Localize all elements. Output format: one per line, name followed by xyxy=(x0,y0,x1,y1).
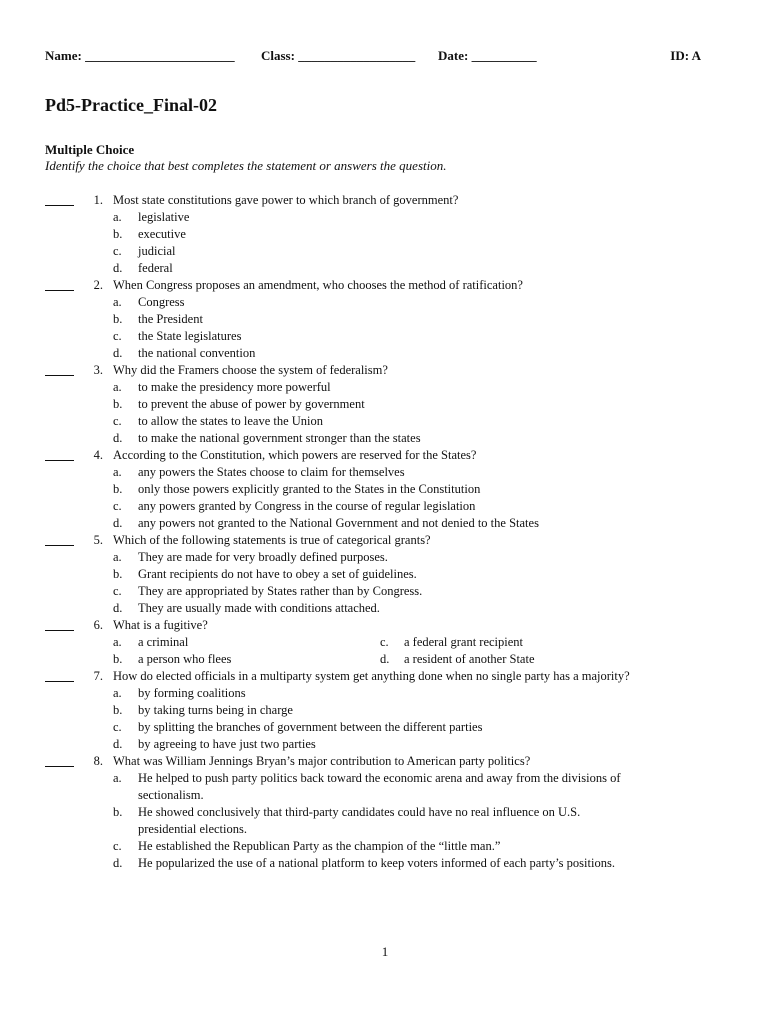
option-letter: d. xyxy=(113,737,123,751)
option xyxy=(45,294,725,311)
option-text: a federal grant recipient xyxy=(404,635,524,649)
option xyxy=(45,770,725,804)
option xyxy=(45,345,725,362)
question-item xyxy=(45,668,725,753)
option-letter: b. xyxy=(113,227,123,241)
option xyxy=(45,736,725,753)
option-text: any powers granted by Congress in the course of regular legislation xyxy=(138,499,476,513)
option xyxy=(45,855,725,872)
option xyxy=(45,549,725,566)
option-letter: b. xyxy=(113,805,123,819)
question-item xyxy=(45,192,725,277)
option xyxy=(45,209,725,226)
answer-blank[interactable] xyxy=(45,753,74,767)
page-number: 1 xyxy=(381,944,389,959)
option-text: by taking turns being in charge xyxy=(138,703,293,717)
option-text: any powers the States choose to claim for themselves xyxy=(138,465,405,479)
question-item xyxy=(45,617,725,668)
option-letter: c. xyxy=(113,720,122,734)
section-heading: Multiple Choice xyxy=(45,142,135,157)
option-letter: c. xyxy=(113,244,122,258)
question-text: According to the Constitution, which powers are reserved for the States? xyxy=(113,448,477,462)
option-text: He helped to push party politics back toward the economic arena and away from the divisions of sectionalism. xyxy=(138,771,621,802)
option-text: Congress xyxy=(138,295,185,309)
question-text: Why did the Framers choose the system of federalism? xyxy=(113,363,388,377)
option xyxy=(45,481,725,498)
option-text: They are made for very broadly defined purposes. xyxy=(138,550,388,564)
question-number: 6. xyxy=(93,618,103,632)
option-text: a person who flees xyxy=(138,652,232,666)
option xyxy=(45,328,725,345)
question-line xyxy=(45,753,725,770)
option-row xyxy=(45,651,725,668)
question-number: 2. xyxy=(93,278,103,292)
question-number: 1. xyxy=(93,193,103,207)
option-text: only those powers explicitly granted to the States in the Constitution xyxy=(138,482,481,496)
option-text: a resident of another State xyxy=(404,652,535,666)
option-letter: a. xyxy=(113,465,122,479)
option-letter: c. xyxy=(113,499,122,513)
answer-blank[interactable] xyxy=(45,617,74,631)
option-letter: b. xyxy=(113,652,123,666)
question-number: 4. xyxy=(93,448,103,462)
option-text: the national convention xyxy=(138,346,256,360)
option-text: to allow the states to leave the Union xyxy=(138,414,324,428)
option-text: legislative xyxy=(138,210,190,224)
option xyxy=(45,396,725,413)
question-list xyxy=(45,192,725,872)
question-item xyxy=(45,277,725,362)
option-text: by forming coalitions xyxy=(138,686,246,700)
question-text: Which of the following statements is true of categorical grants? xyxy=(113,533,431,547)
option-letter: b. xyxy=(113,567,123,581)
option xyxy=(45,226,725,243)
question-number: 8. xyxy=(93,754,103,768)
header-row xyxy=(45,48,701,66)
answer-blank[interactable] xyxy=(45,362,74,376)
option xyxy=(45,719,725,736)
question-line xyxy=(45,447,725,464)
option-text: to make the presidency more powerful xyxy=(138,380,331,394)
name-field-label: Name: _______________________ xyxy=(45,48,235,63)
option-text: by splitting the branches of government between the different parties xyxy=(138,720,483,734)
option-text: the President xyxy=(138,312,203,326)
option-letter: c. xyxy=(113,414,122,428)
option-letter: c. xyxy=(113,584,122,598)
answer-blank[interactable] xyxy=(45,668,74,682)
question-line xyxy=(45,668,725,685)
option-text: executive xyxy=(138,227,186,241)
option xyxy=(45,804,725,838)
option-letter: a. xyxy=(113,686,122,700)
question-text: What is a fugitive? xyxy=(113,618,208,632)
question-number: 7. xyxy=(93,669,103,683)
question-number: 5. xyxy=(93,533,103,547)
id-label: ID: A xyxy=(670,48,701,63)
option xyxy=(45,413,725,430)
option-letter: d. xyxy=(380,652,390,666)
option-letter: a. xyxy=(113,550,122,564)
option-text: Grant recipients do not have to obey a set of guidelines. xyxy=(138,567,417,581)
option-letter: d. xyxy=(113,601,123,615)
option-text: They are usually made with conditions attached. xyxy=(138,601,380,615)
option xyxy=(45,430,725,447)
option-letter: b. xyxy=(113,397,123,411)
option xyxy=(45,515,725,532)
option-text: He established the Republican Party as the champion of the “little man.” xyxy=(138,839,501,853)
option-letter: c. xyxy=(380,635,389,649)
question-line xyxy=(45,192,725,209)
option-letter: a. xyxy=(113,380,122,394)
answer-blank[interactable] xyxy=(45,277,74,291)
question-text: Most state constitutions gave power to which branch of government? xyxy=(113,193,459,207)
option-letter: a. xyxy=(113,295,122,309)
question-line xyxy=(45,362,725,379)
option-text: He popularized the use of a national platform to keep voters informed of each party’s positions. xyxy=(138,856,615,870)
option-letter: d. xyxy=(113,856,123,870)
question-line xyxy=(45,532,725,549)
option-letter: b. xyxy=(113,482,123,496)
question-line xyxy=(45,617,725,634)
option xyxy=(45,685,725,702)
question-item xyxy=(45,447,725,532)
option-letter: a. xyxy=(113,210,122,224)
option xyxy=(45,379,725,396)
option xyxy=(45,583,725,600)
answer-blank[interactable] xyxy=(45,447,74,461)
option-text: to make the national government stronger than the states xyxy=(138,431,421,445)
option-text: to prevent the abuse of power by government xyxy=(138,397,365,411)
question-item xyxy=(45,753,725,872)
option-letter: c. xyxy=(113,839,122,853)
option-letter: d. xyxy=(113,261,123,275)
question-item xyxy=(45,362,725,447)
option-letter: b. xyxy=(113,312,123,326)
option-text: by agreeing to have just two parties xyxy=(138,737,316,751)
option-text: federal xyxy=(138,261,173,275)
question-number: 3. xyxy=(93,363,103,377)
class-field-label: Class: __________________ xyxy=(261,48,416,63)
option xyxy=(45,311,725,328)
option xyxy=(45,498,725,515)
answer-blank[interactable] xyxy=(45,532,74,546)
option xyxy=(45,260,725,277)
option-text: They are appropriated by States rather than by Congress. xyxy=(138,584,423,598)
instructions: Identify the choice that best completes the statement or answers the question. xyxy=(45,158,447,173)
option xyxy=(45,243,725,260)
option-letter: c. xyxy=(113,329,122,343)
option xyxy=(45,600,725,617)
option xyxy=(45,838,725,855)
option-letter: d. xyxy=(113,431,123,445)
option-text: a criminal xyxy=(138,635,189,649)
option-letter: a. xyxy=(113,771,122,785)
option-text: the State legislatures xyxy=(138,329,242,343)
option-text: any powers not granted to the National Government and not denied to the States xyxy=(138,516,539,530)
question-text: When Congress proposes an amendment, who chooses the method of ratification? xyxy=(113,278,523,292)
question-text: How do elected officials in a multiparty system get anything done when no single party has a majority? xyxy=(113,669,630,683)
option xyxy=(45,702,725,719)
option-text: He showed conclusively that third-party candidates could have no real influence on U.S. presidential elections. xyxy=(138,805,581,836)
option xyxy=(45,464,725,481)
answer-blank[interactable] xyxy=(45,192,74,206)
document-title: Pd5-Practice_Final-02 xyxy=(45,95,217,115)
option-letter: a. xyxy=(113,635,122,649)
date-field-label: Date: __________ xyxy=(438,48,537,63)
option-text: judicial xyxy=(138,244,176,258)
option-letter: d. xyxy=(113,516,123,530)
option-letter: d. xyxy=(113,346,123,360)
option-letter: b. xyxy=(113,703,123,717)
option-row xyxy=(45,634,725,651)
question-item xyxy=(45,532,725,617)
question-text: What was William Jennings Bryan’s major contribution to American party politics? xyxy=(113,754,531,768)
option xyxy=(45,566,725,583)
question-line xyxy=(45,277,725,294)
